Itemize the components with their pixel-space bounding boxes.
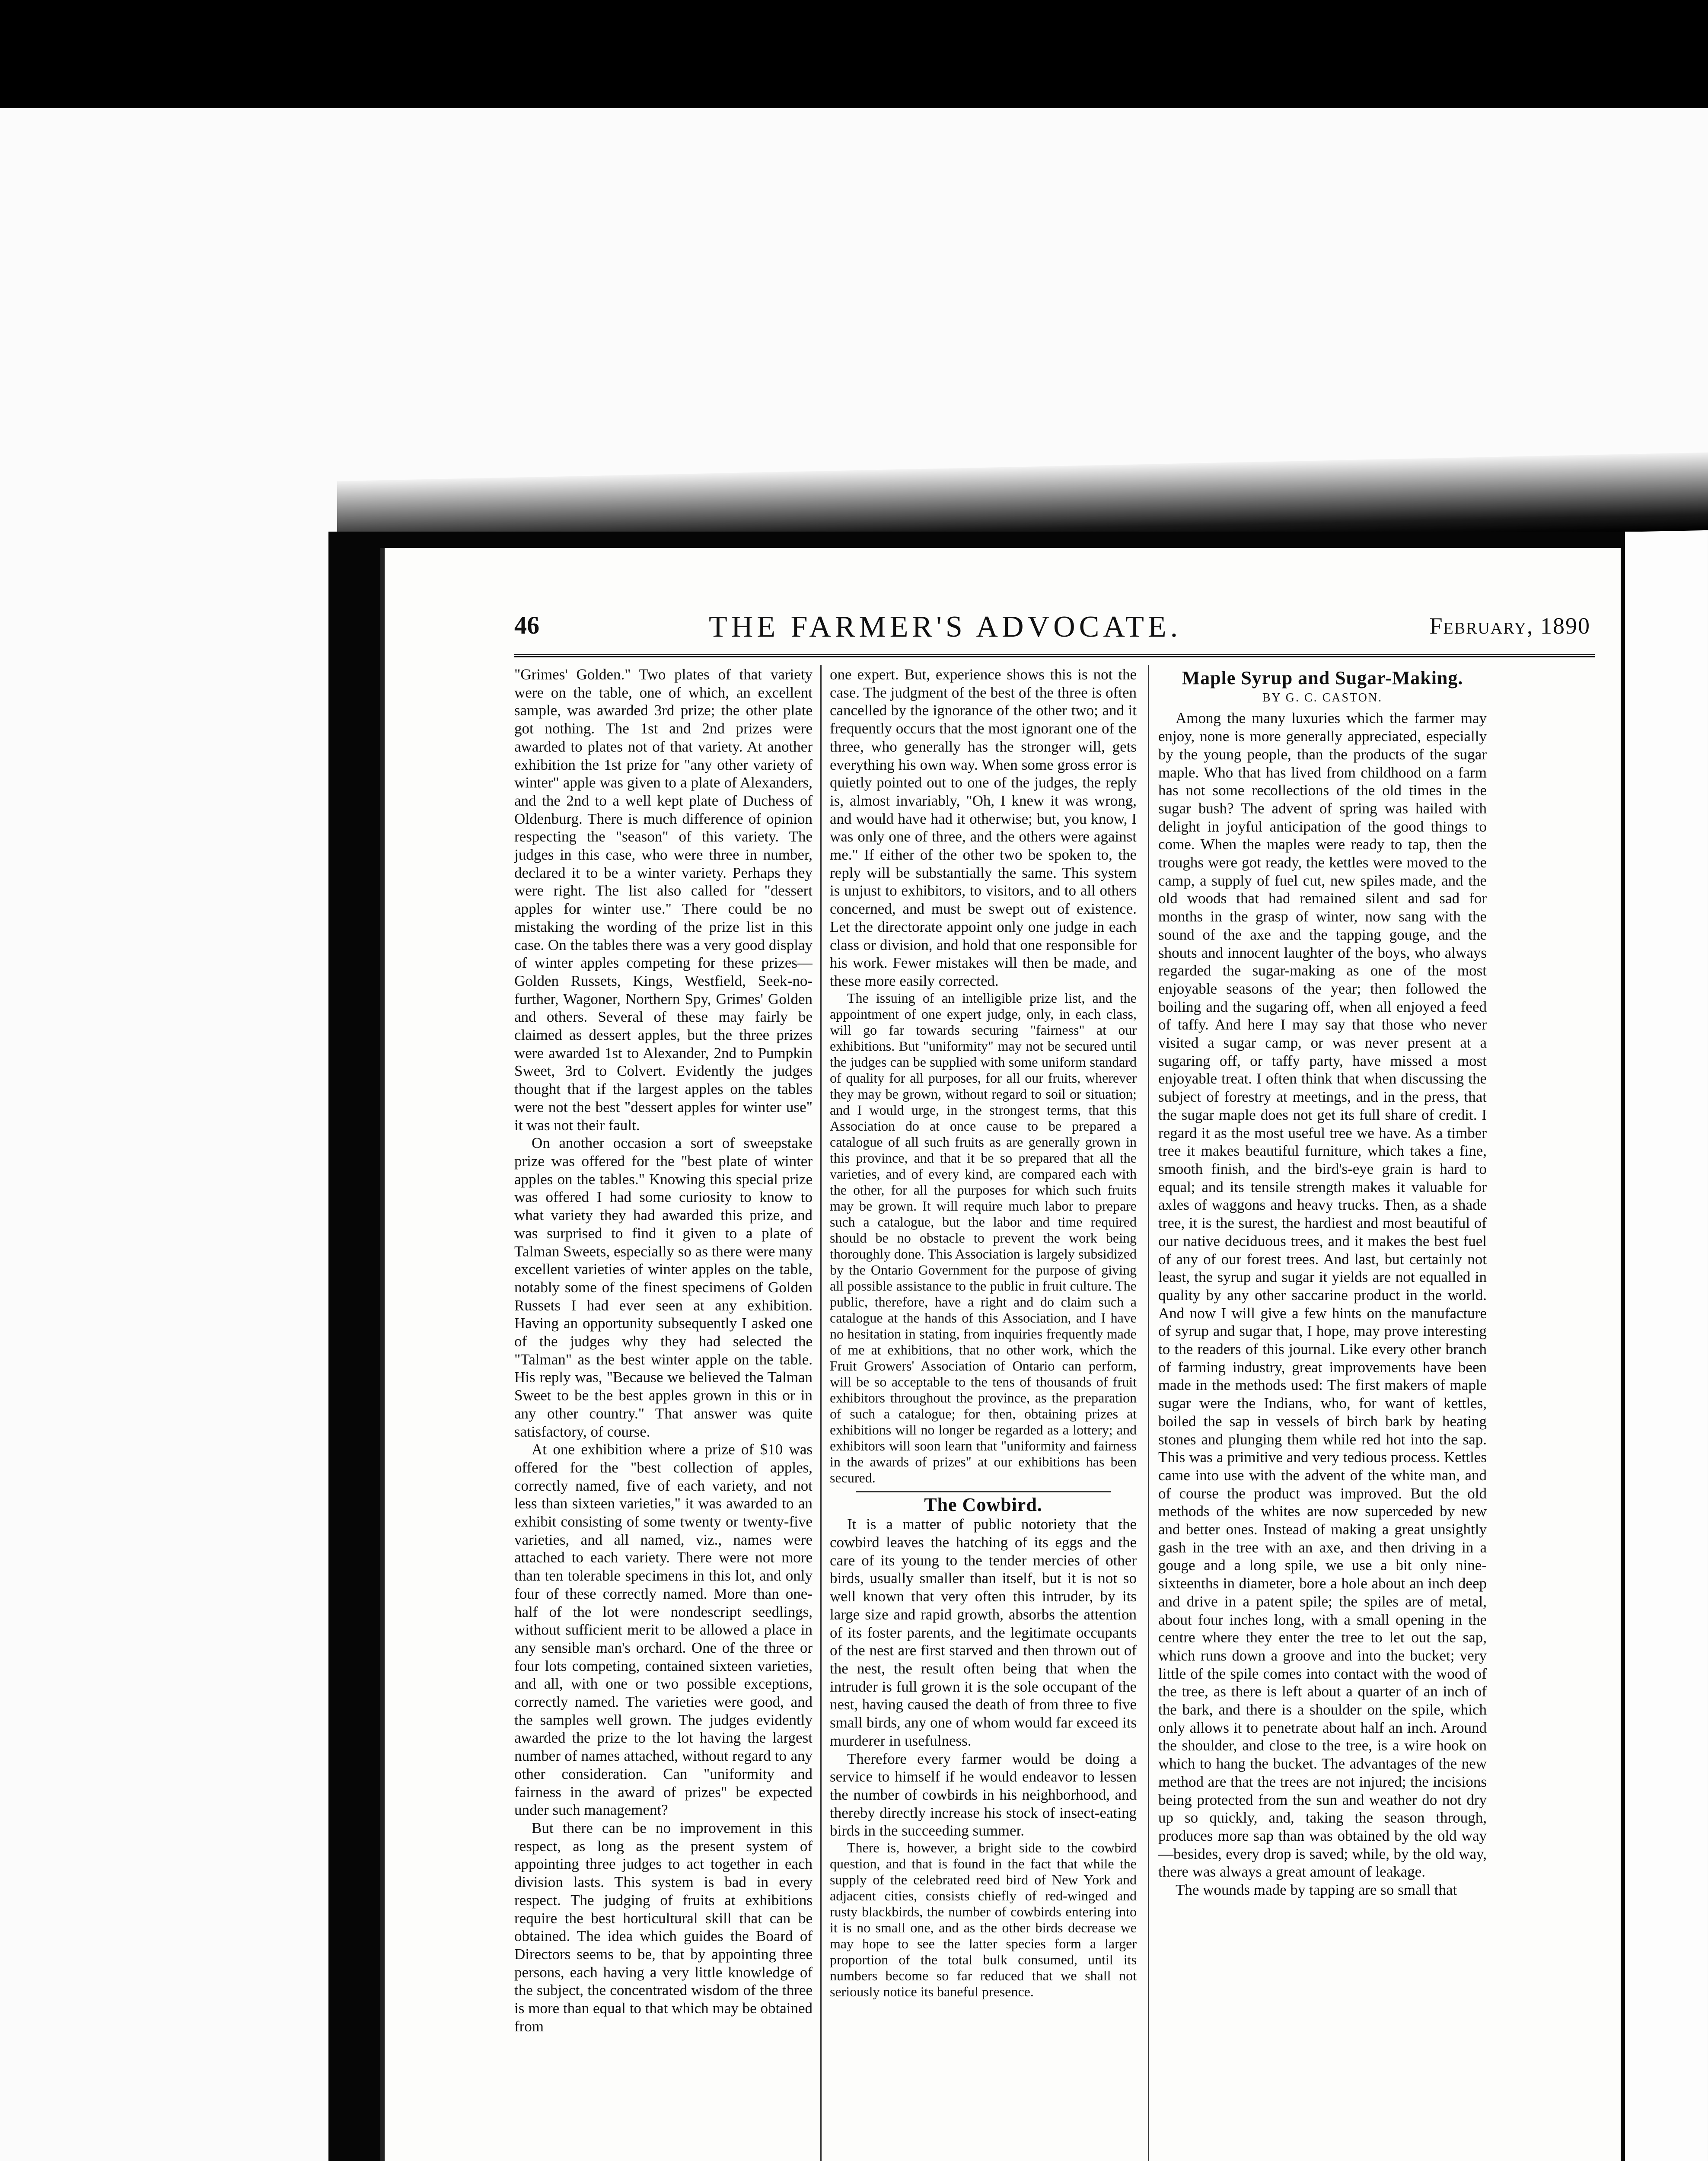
page-edge [1625,532,1707,2161]
column-3 [1158,666,1487,2161]
column-rule-1 [820,665,822,2161]
paragraph: one expert. But, experience shows this is not the case. The judgment of the best of the three is often cancelled by the ignorance of the other two; and it frequently occurs that the most ignorant one of the three, who generally has the stronger will, gets everything his own way. When some gross error is quietly pointed out to one of the judges, the reply is, almost invariably, "Oh, I knew it was wrong, and would have had it otherwise; but, you know, I was only one of three, and the others were against me." If either of the other two be spoken to, the reply will be substantially the same. This system is unjust to exhibitors, to visitors, and to all others concerned, and must be swept out of existence. Let the directorate appoint only one judge in each class or division, and hold that one responsible for his work. Fewer mistakes will then be made, and these more easily corrected. [830,666,1137,989]
paragraph: The issuing of an intelligible prize list, and the appointment of one expert judge, only, in each class, will go far towards securing "fairness" at our exhibitions. But "uniformity" may not be secured until the judges can be supplied with some uniform standard of quality for all purposes, for all our fruits, wherever they may be grown, without regard to soil or situation; and I would urge, in the strongest terms, that this Association do at once cause to be prepared a catalogue of all such fruits as are generally grown in this province, and that it be so prepared that all the varieties, and of every kind, are compared each with the other, for all the purposes for which such fruits may be grown. It will require much labor to prepare such a catalogue, but the labor and time required should be no obstacle to prevent the work being thoroughly done. This Association is largely subsidized by the Ontario Government for the purpose of giving all possible assistance to the public in fruit culture. The public, therefore, have a right and do claim such a catalogue at the hands of this Association, and I have no hesitation in stating, from inquiries frequently made of me at exhibitions, that no other work, which the Fruit Growers' Association of Ontario can perform, will be so acceptable to the tens of thousands of fruit exhibitors throughout the province, as the preparation of such a catalogue; for then, obtaining prizes at exhibitions will no longer be regarded as a lottery; and exhibitors will soon learn that "uniformity and fairness in the awards of prizes" at our exhibitions has been secured. [830,990,1137,1485]
column-2 [830,666,1137,2161]
paragraph: "Grimes' Golden." Two plates of that variety were on the table, one of which, an excellent sample, was awarded 3rd prize; the other plate got nothing. The 1st and 2nd prizes were awarded to plates not of that variety. At another exhibition the 1st prize for "any other variety of winter" apple was given to a plate of Alexanders, and the 2nd to a well kept plate of Duchess of Oldenburg. There is much difference of opinion respecting the "season" of this variety. The judges in this case, who were three in number, declared it to be a winter variety. Perhaps they were right. The list also called for "dessert apples for winter use." There could be no mistaking the wording of the prize list in this case. On the tables there was a very good display of winter apples competing for these prizes—Golden Russets, Kings, Westfield, Seek-no-further, Wagoner, Northern Spy, Grimes' Golden and others. Several of these may fairly be claimed as dessert apples, but the three prizes were awarded 1st to Alexander, 2nd to Pumpkin Sweet, 3rd to Colvert. Evidently the judges thought that if the largest apples on the tables were not the best "dessert apples for winter use" it was not their fault. [514,666,813,1134]
article-heading-maple-syrup: Maple Syrup and Sugar-Making. [1182,667,1463,688]
paragraph: There is, however, a bright side to the cowbird question, and that is found in the fact that while the supply of the celebrated reed bird of New York and adjacent cities, consists chiefly of red-winged and rusty blackbirds, the number of cowbirds entering into it is no small one, and as the other birds decrease we may hope to see the latter species form a larger proportion of the total bulk consumed, until its numbers become so far reduced that we shall not seriously notice its baneful presence. [830,1840,1137,2000]
paragraph: At one exhibition where a prize of $10 was offered for the "best collection of apples, correctly named, five of each variety, and not less than sixteen varieties," it was awarded to an exhibit consisting of some twenty or twenty-five varieties, and all named, viz., names were attached to each variety. There were not more than ten tolerable specimens in this lot, and only four of these correctly named. More than one-half of the lot were nondescript seedlings, without sufficient merit to be allowed a place in any sensible man's orchard. One of the three or four lots competing, contained sixteen varieties, and all, with one or two possible exceptions, correctly named. The varieties were good, and the samples well grown. The judges evidently awarded the prize to the lot having the largest number of names attached, without regard to any other consideration. Can "uniformity and fairness in the award of prizes" be expected under such management? [514,1441,813,1819]
paragraph: Therefore every farmer would be doing a service to himself if he would endeavor to lessen the number of cowbirds in his neighborhood, and thereby directly increase his stock of insect-eating birds in the succeeding summer. [830,1750,1137,1839]
paragraph: On another occasion a sort of sweepstake prize was offered for the "best plate of winter apples on the tables." Knowing this special prize was offered I had some curiosity to know to what variety they had awarded this prize, and was surprised to find it given to a plate of Talman Sweets, especially so as there were many excellent varieties of winter apples on the table, notably some of the finest specimens of Golden Russets I had ever seen at any exhibition. Having an opportunity subsequently I asked one of the judges why they had selected the "Talman" as the best winter apple on the table. His reply was, "Because we believed the Talman Sweet to be the best apples grown in this or in any other country." That answer was quite satisfactory, of course. [514,1135,813,1440]
paragraph: Among the many luxuries which the farmer may enjoy, none is more generally appreciated, especially by the young people, than the products of the sugar maple. Who that has lived from childhood on a farm has not some recollections of the old times in the sugar bush? The advent of spring was hailed with delight in joyful anticipation of the good things to come. When the maples were ready to tap, then the troughs were got ready, the kettles were moved to the camp, a supply of fuel cut, new spiles made, and the old woods that had remained silent and sad for months in the grasp of winter, now sang with the sound of the axe and the tapping gouge, and the shouts and innocent laughter of the boys, who always regarded the sugar-making as one of the most enjoyable seasons of the year; then followed the boiling and the sugaring off, when all enjoyed a feed of taffy. And here I may say that those who never visited a sugar camp, or was never present at a sugaring off, or taffy party, have missed a most enjoyable treat. I often think that when discussing the subject of forestry at meetings, and in the press, that the sugar maple does not get its full share of credit. I regard it as the most useful tree we have. As a timber tree it makes beautiful furniture, which takes a fine, smooth finish, and the bird's-eye grain is hard to equal; and its tensile strength makes it valuable for axles of waggons and heavy trucks. Then, as a shade tree, it is the surest, the hardiest and most beautiful of our native deciduous trees, and it makes the best fuel of any of our forest trees. And last, but certainly not least, the syrup and sugar it yields are not equalled in quality by any other saccarine product in the world. And now I will give a few hints on the manufacture of syrup and sugar that, I hope, may prove interesting to the readers of this journal. Like every other branch of farming industry, great improvements have been made in the methods used: The first makers of maple sugar were the Indians, who, for want of kettles, boiled the sap in vessels of birch bark by heating stones and plunging them while red hot into the sap. This was a primitive and very tedious process. Kettles came into use with the advent of the white man, and of course the product was improved. But the old methods of the whites are now superceded by new and better ones. Instead of making a great unsightly gash in the tree with an axe, and then driving in a gouge and a long spile, we use a bit only nine-sixteenths in diameter, bore a hole about an inch deep and drive in a patent spile; the spiles are of metal, about four inches long, with a small opening in the centre where they enter the tree to let out the sap, which runs down a groove and into the bucket; very little of the spile comes into contact with the wood of the tree, as there is left about a quarter of an inch of the bark, and there is a shoulder on the spile, which only allows it to penetrate about half an inch. Around the shoulder, and close to the tree, is a wire hook on which to hang the bucket. The advantages of the new method are that the trees are not injured; the incisions being protected from the sun and weather do not dry up so quickly, and, taking the season through, produces more sap than was obtained by the old way—besides, every drop is saved; while, by the old way, there was always a great amount of leakage. [1158,710,1487,1881]
column-rule-2 [1148,665,1149,2161]
newspaper-page [380,548,1621,2161]
article-byline: BY G. C. CASTON. [1262,691,1383,704]
paragraph: It is a matter of public notoriety that the cowbird leaves the hatching of its eggs and the care of its young to the tender mercies of other birds, usually smaller than itself, but it is not so well known that very often this intruder, by its large size and rapid growth, absorbs the attention of its foster parents, and the legitimate occupants of the nest are first starved and then thrown out of the nest, the result often being that when the intruder is full grown it is the sole occupant of the nest, having caused the death of from three to five small birds, any one of whom would far exceed its murderer in usefulness. [830,1516,1137,1749]
paragraph: But there can be no improvement in this respect, as long as the present system of appointing three judges to act together in each division lasts. This system is bad in every respect. The judging of fruits at exhibitions require the best horticultural skill that can be obtained. The idea which guides the Board of Directors seems to be, that by appointing three persons, each having a very little knowledge of the subject, the concentrated wisdom of the three is more than equal to that which may be obtained from [514,1820,813,2035]
column-1 [514,666,813,2161]
article-heading-cowbird: The Cowbird. [924,1494,1042,1515]
issue-date: February, 1890 [1429,613,1590,639]
masthead [514,606,1595,657]
page-number: 46 [514,611,539,639]
publication-title: THE FARMER'S ADVOCATE. [709,610,1182,644]
section-rule [856,1491,1111,1492]
paragraph: The wounds made by tapping are so small that [1176,1881,1457,1899]
